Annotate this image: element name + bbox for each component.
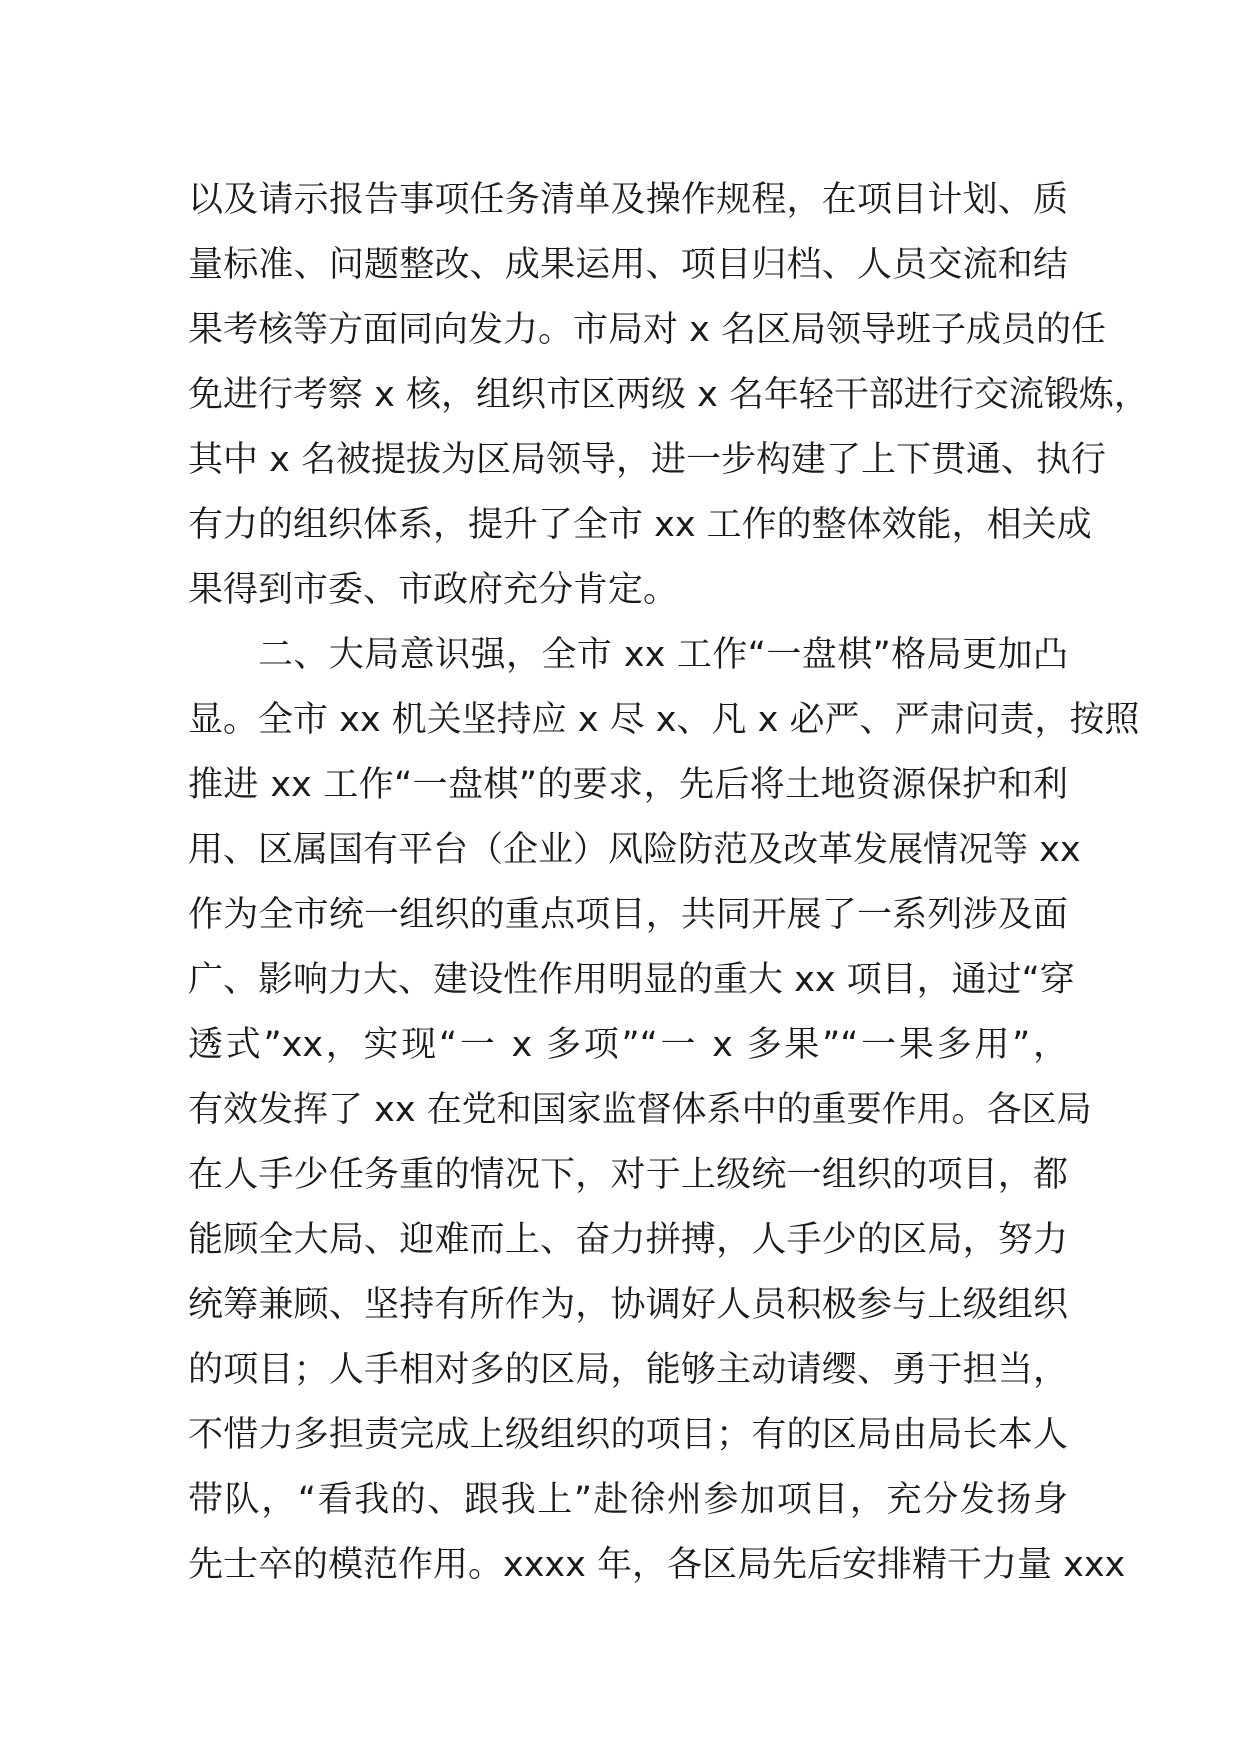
text-line: 能顾全大局、迎难而上、奋力拼搏，人手少的区局，努力: [188, 1220, 1068, 1260]
text-line: 作为全市统一组织的重点项目，共同开展了一系列涉及面: [188, 895, 1068, 935]
text-line: 在人手少任务重的情况下，对于上级统一组织的项目，都: [188, 1155, 1068, 1195]
text-line: 的项目；人手相对多的区局，能够主动请缨、勇于担当，: [188, 1350, 1068, 1390]
text-line: 不惜力多担责完成上级组织的项目；有的区局由局长本人: [188, 1415, 1068, 1455]
text-line: 有效发挥了 xx 在党和国家监督体系中的重要作用。各区局: [188, 1090, 1092, 1130]
text-line: 广、影响力大、建设性作用明显的重大 xx 项目，通过“穿: [188, 960, 1075, 1000]
text-line: 用、区属国有平台（企业）风险防范及改革发展情况等 xx: [188, 830, 1081, 870]
text-line: 免进行考察 x 核，组织市区两级 x 名年轻干部进行交流锻炼，: [188, 375, 1149, 415]
text-line: 推进 xx 工作“一盘棋”的要求，先后将土地资源保护和利: [188, 765, 1068, 805]
text-line: 显。全市 xx 机关坚持应 x 尽 x、凡 x 必严、严肃问责，按照: [188, 700, 1140, 740]
text-line: 果考核等方面同向发力。市局对 x 名区局领导班子成员的任: [188, 310, 1106, 350]
text-line: 透式”xx，实现“一 x 多项”“一 x 多果”“一果多用”，: [188, 1025, 1068, 1065]
paragraph-heading-line: 二、大局意识强，全市 xx 工作“一盘棋”格局更加凸: [258, 635, 1068, 675]
text-line: 先士卒的模范作用。xxxx 年，各区局先后安排精干力量 xxx: [188, 1545, 1126, 1585]
document-body: [188, 168, 1149, 1598]
text-line: 带队，“看我的、跟我上”赴徐州参加项目，充分发扬身: [188, 1480, 1068, 1520]
text-line: 果得到市委、市政府充分肯定。: [188, 570, 679, 610]
text-line: 有力的组织体系，提升了全市 xx 工作的整体效能，相关成: [188, 505, 1092, 545]
text-line: 其中 x 名被提拔为区局领导，进一步构建了上下贯通、执行: [188, 440, 1106, 480]
text-line: 统筹兼顾、坚持有所作为，协调好人员积极参与上级组织: [188, 1285, 1068, 1325]
text-line: 量标准、问题整改、成果运用、项目归档、人员交流和结: [188, 245, 1068, 285]
text-line: 以及请示报告事项任务清单及操作规程，在项目计划、质: [188, 180, 1068, 220]
